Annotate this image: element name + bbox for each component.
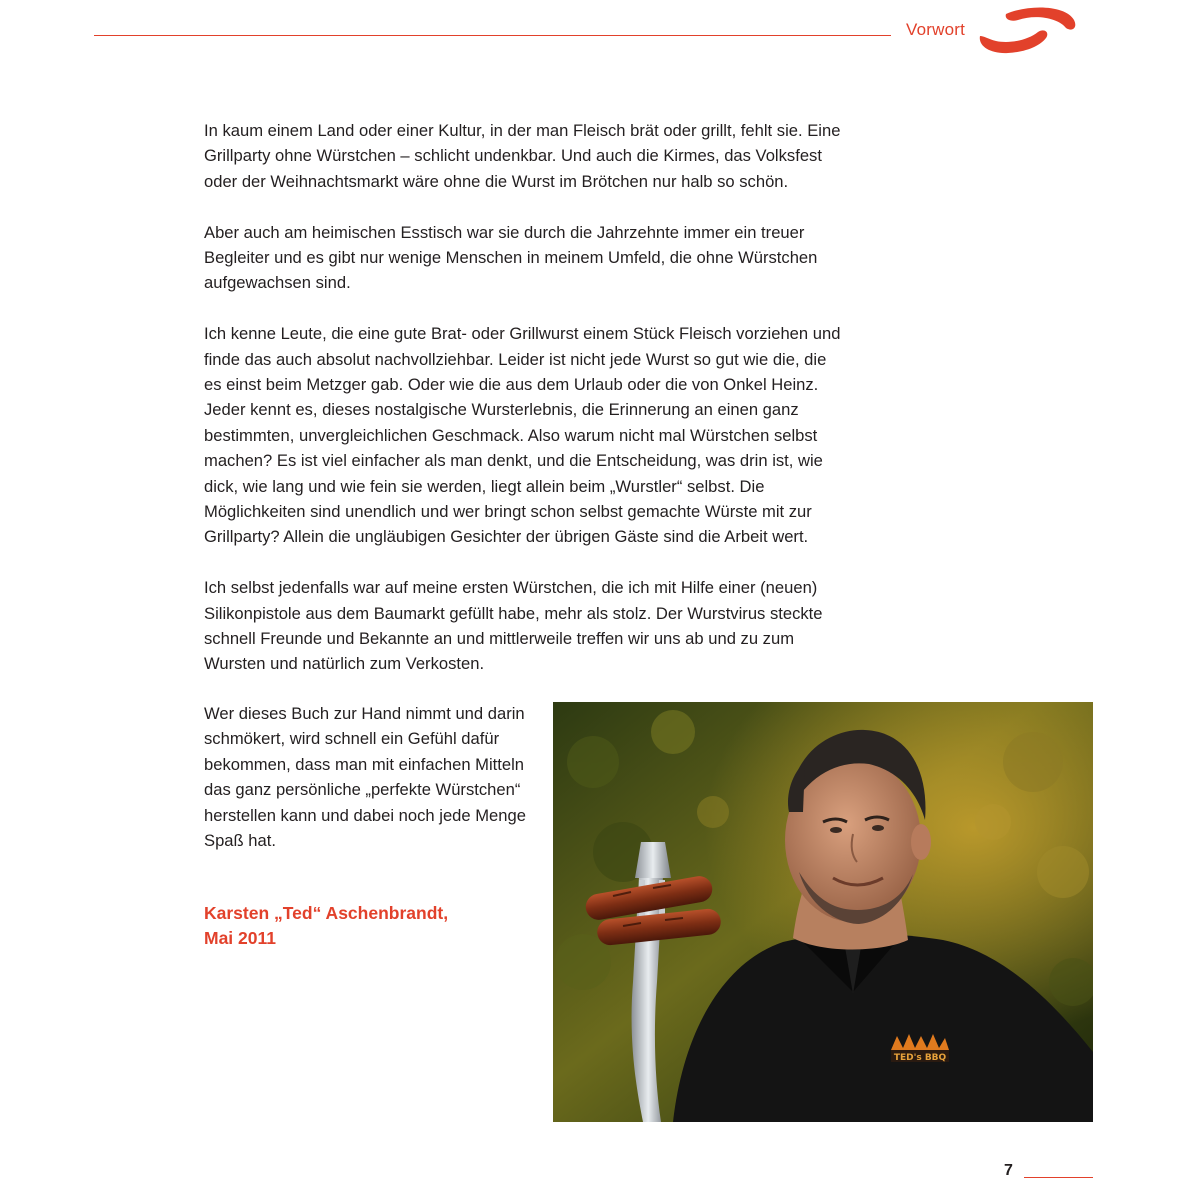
shirt-logo-text: TED's BBQ: [893, 1053, 947, 1063]
paragraph: Wer dieses Buch zur Hand nimmt und darin schmökert, wird schnell ein Gefühl dafür bekommen, dass man mit einfachen Mitteln das ganz persönliche „perfekte Würstchen“ herstellen kann und dabei noch jede Menge Spaß hat.: [204, 704, 526, 851]
section-label: Vorwort: [906, 20, 966, 39]
author-photo: [553, 702, 1093, 1122]
foreword-body: [204, 118, 846, 702]
page-number: 7: [1004, 1162, 1013, 1179]
publisher-swoosh-logo: [974, 6, 1078, 56]
author-name: Karsten „Ted“ Aschenbrandt,: [204, 903, 449, 923]
author-signature: [204, 901, 448, 951]
header-rule: [94, 35, 891, 36]
signature-date: Mai 2011: [204, 928, 276, 948]
paragraph: Ich kenne Leute, die eine gute Brat- oder Grillwurst einem Stück Fleisch vorziehen und finde das auch absolut nachvollziehbar. Leider ist nicht jede Wurst so gut wie die, die es einst beim Metzger gab. Oder wie die aus dem Urlaub oder die von Onkel Heinz. Jeder kennt es, dieses nostalgische Wursterlebnis, die Erinnerung an einen ganz bestimmten, unvergleichlichen Geschmack. Also warum nicht mal Würstchen selbst machen? Es ist viel einfacher als man denkt, und die Entscheidung, was drin ist, wie dick, wie lang und wie fein sie werden, liegt allein beim „Wurstler“ selbst. Die Möglichkeiten sind unendlich und wer bringt schon selbst gemachte Würste mit zur Grillparty? Allein die ungläubigen Gesichter der übrigen Gäste sind die Arbeit wert.: [204, 324, 841, 547]
paragraph: In kaum einem Land oder einer Kultur, in der man Fleisch brät oder grillt, fehlt sie. Eine Grillparty ohne Würstchen – schlicht undenkbar. Und auch die Kirmes, das Volksfest oder der Weihnachtsmarkt wäre ohne die Wurst im Brötchen nur halb so schön.: [204, 121, 841, 191]
paragraph: Ich selbst jedenfalls war auf meine ersten Würstchen, die ich mit Hilfe einer (neuen) Silikonpistole aus dem Baumarkt gefüllt habe, mehr als stolz. Der Wurstvirus steckte schnell Freunde und Bekannte an und mittlerweile treffen wir uns ab und zu zum Wursten und natürlich zum Verkosten.: [204, 578, 823, 674]
paragraph: Aber auch am heimischen Esstisch war sie durch die Jahrzehnte immer ein treuer Begleiter und es gibt nur wenige Menschen in meinem Umfeld, die ohne Würstchen aufgewachsen sind.: [204, 222, 818, 293]
footer-rule: [1024, 1177, 1093, 1178]
